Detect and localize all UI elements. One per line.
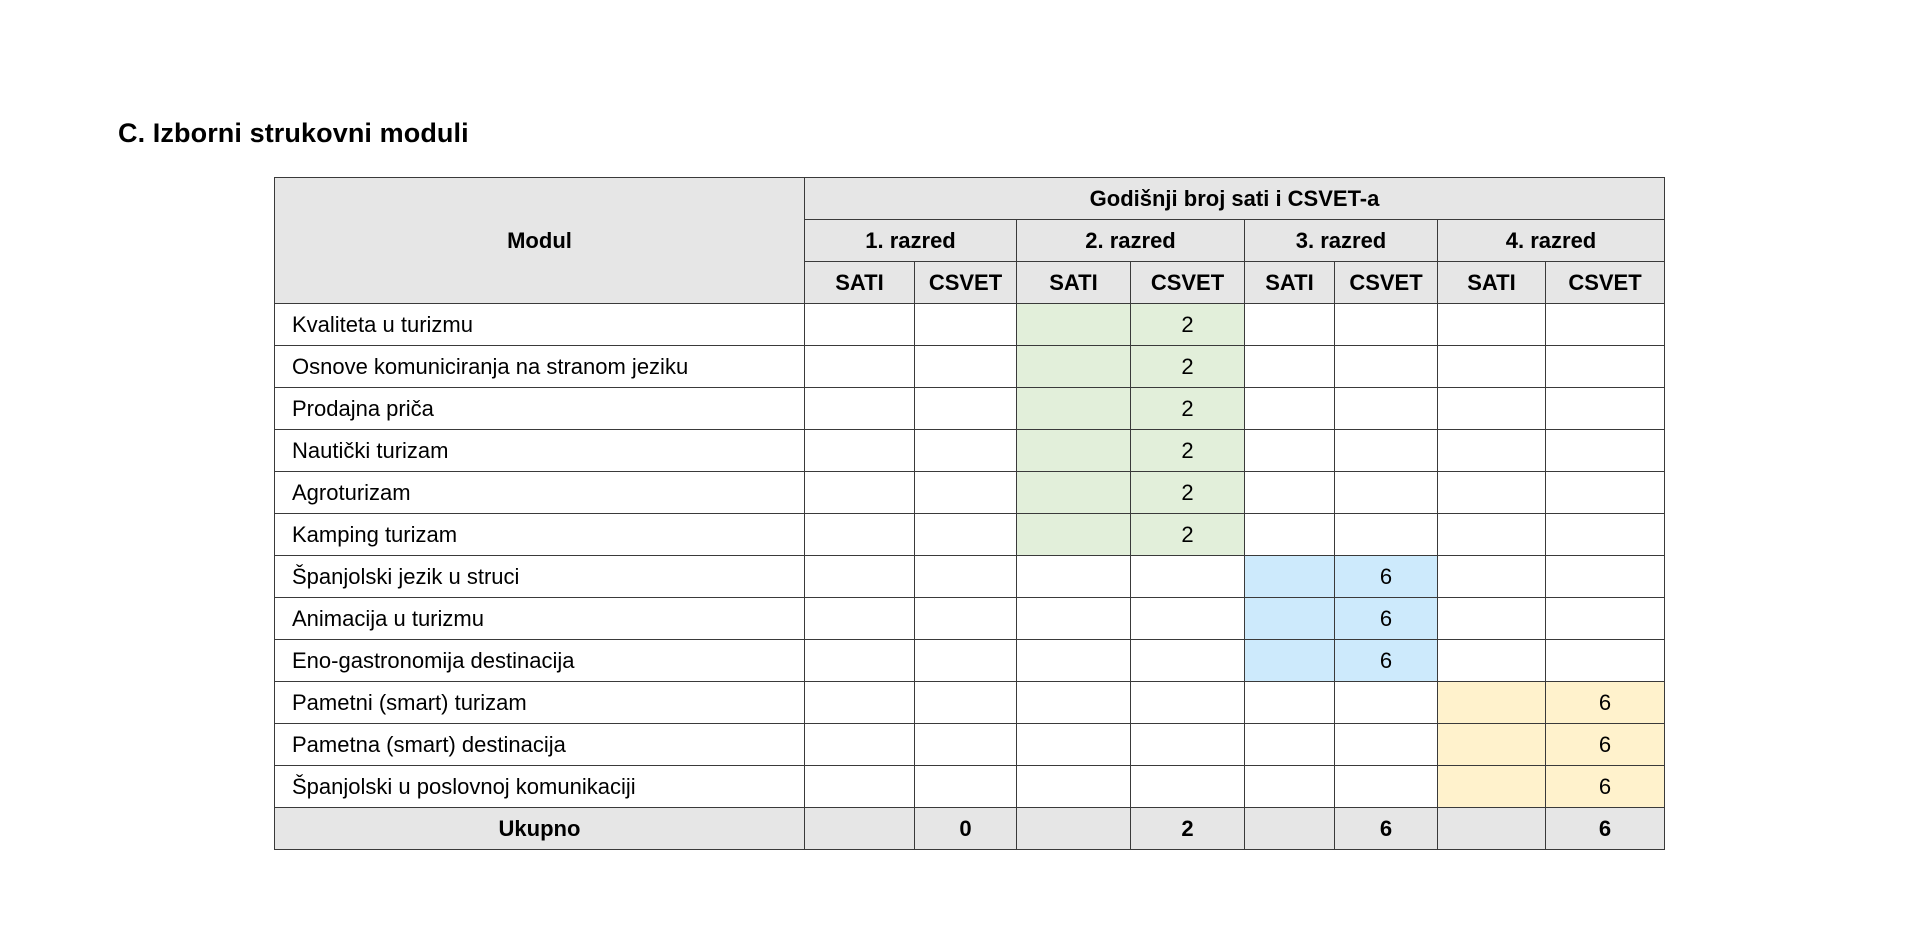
value-cell: [805, 430, 915, 472]
value-cell: [1438, 514, 1546, 556]
sati-header: SATI: [1017, 262, 1131, 304]
value-cell: [805, 514, 915, 556]
value-cell: [915, 388, 1017, 430]
value-cell: [1017, 640, 1131, 682]
value-cell: [1017, 346, 1131, 388]
value-cell: [1017, 724, 1131, 766]
table-row: [275, 598, 1665, 640]
total-label: Ukupno: [275, 808, 805, 850]
value-cell: [805, 388, 915, 430]
value-cell: [1335, 514, 1438, 556]
csvet-header: CSVET: [1131, 262, 1245, 304]
total-cell: [805, 808, 915, 850]
value-cell: 6: [1546, 724, 1665, 766]
grade-header-4: 4. razred: [1438, 220, 1665, 262]
sati-header: SATI: [1245, 262, 1335, 304]
value-cell: [1546, 388, 1665, 430]
value-cell: [1131, 556, 1245, 598]
value-cell: [1335, 682, 1438, 724]
value-cell: [915, 598, 1017, 640]
value-cell: [1017, 430, 1131, 472]
value-cell: [1017, 766, 1131, 808]
module-name: Animacija u turizmu: [275, 598, 805, 640]
total-cell: 0: [915, 808, 1017, 850]
value-cell: [1245, 724, 1335, 766]
value-cell: [1245, 430, 1335, 472]
sati-header: SATI: [1438, 262, 1546, 304]
sati-header: SATI: [805, 262, 915, 304]
value-cell: [1546, 556, 1665, 598]
grade-header-1: 1. razred: [805, 220, 1017, 262]
value-cell: [805, 724, 915, 766]
value-cell: [915, 724, 1017, 766]
module-name: Španjolski u poslovnoj komunikaciji: [275, 766, 805, 808]
table-row: [275, 766, 1665, 808]
value-cell: [1245, 514, 1335, 556]
total-cell: [1438, 808, 1546, 850]
table-row: [275, 640, 1665, 682]
value-cell: [805, 304, 915, 346]
value-cell: [1438, 556, 1546, 598]
value-cell: [915, 430, 1017, 472]
module-name: Agroturizam: [275, 472, 805, 514]
value-cell: 6: [1335, 556, 1438, 598]
total-cell: [1245, 808, 1335, 850]
csvet-header: CSVET: [915, 262, 1017, 304]
value-cell: [1017, 304, 1131, 346]
value-cell: [1017, 472, 1131, 514]
value-cell: [1335, 304, 1438, 346]
value-cell: [805, 556, 915, 598]
total-cell: [1017, 808, 1131, 850]
table-row: [275, 682, 1665, 724]
value-cell: [1438, 682, 1546, 724]
table-row: [275, 346, 1665, 388]
value-cell: [915, 556, 1017, 598]
total-cell: 6: [1546, 808, 1665, 850]
value-cell: [915, 682, 1017, 724]
value-cell: [1245, 556, 1335, 598]
value-cell: [1438, 766, 1546, 808]
value-cell: [1335, 766, 1438, 808]
value-cell: [1017, 682, 1131, 724]
value-cell: [1245, 640, 1335, 682]
module-name: Kvaliteta u turizmu: [275, 304, 805, 346]
value-cell: [915, 640, 1017, 682]
value-cell: [1245, 304, 1335, 346]
value-cell: 6: [1335, 598, 1438, 640]
value-cell: [1546, 514, 1665, 556]
module-name: Eno-gastronomija destinacija: [275, 640, 805, 682]
table-row: [275, 472, 1665, 514]
value-cell: [1245, 388, 1335, 430]
modules-table: [274, 177, 1665, 850]
value-cell: [1335, 346, 1438, 388]
value-cell: 2: [1131, 430, 1245, 472]
value-cell: [1131, 766, 1245, 808]
value-cell: [1546, 346, 1665, 388]
grade-header-3: 3. razred: [1245, 220, 1438, 262]
value-cell: [1438, 472, 1546, 514]
value-cell: [915, 346, 1017, 388]
value-cell: [1245, 598, 1335, 640]
value-cell: [805, 346, 915, 388]
value-cell: [1131, 724, 1245, 766]
value-cell: 6: [1546, 682, 1665, 724]
value-cell: 2: [1131, 388, 1245, 430]
csvet-header: CSVET: [1546, 262, 1665, 304]
table-row: [275, 304, 1665, 346]
table-row: [275, 556, 1665, 598]
module-name: Nautički turizam: [275, 430, 805, 472]
value-cell: [805, 598, 915, 640]
value-cell: [1438, 388, 1546, 430]
value-cell: [1546, 472, 1665, 514]
total-cell: 2: [1131, 808, 1245, 850]
module-name: Pametna (smart) destinacija: [275, 724, 805, 766]
value-cell: 6: [1335, 640, 1438, 682]
value-cell: 2: [1131, 304, 1245, 346]
value-cell: [1335, 430, 1438, 472]
table-row: [275, 388, 1665, 430]
value-cell: [1245, 472, 1335, 514]
value-cell: [1335, 472, 1438, 514]
value-cell: [1131, 598, 1245, 640]
csvet-header: CSVET: [1335, 262, 1438, 304]
value-cell: [915, 472, 1017, 514]
value-cell: [1245, 682, 1335, 724]
value-cell: [1131, 682, 1245, 724]
value-cell: [1438, 598, 1546, 640]
header-row-group: [275, 178, 1665, 220]
value-cell: [805, 640, 915, 682]
value-cell: 6: [1546, 766, 1665, 808]
value-cell: [1438, 640, 1546, 682]
value-cell: [1546, 640, 1665, 682]
table-row: [275, 514, 1665, 556]
value-cell: [1546, 304, 1665, 346]
module-name: Kamping turizam: [275, 514, 805, 556]
value-cell: [1017, 598, 1131, 640]
value-cell: [1017, 388, 1131, 430]
value-cell: [1438, 724, 1546, 766]
value-cell: [805, 472, 915, 514]
value-cell: [1438, 346, 1546, 388]
group-header: Godišnji broj sati i CSVET-a: [805, 178, 1665, 220]
value-cell: [915, 304, 1017, 346]
value-cell: [805, 682, 915, 724]
value-cell: 2: [1131, 346, 1245, 388]
module-name: Španjolski jezik u struci: [275, 556, 805, 598]
modul-header: Modul: [275, 178, 805, 304]
total-row: [275, 808, 1665, 850]
grade-header-2: 2. razred: [1017, 220, 1245, 262]
module-name: Osnove komuniciranja na stranom jeziku: [275, 346, 805, 388]
total-cell: 6: [1335, 808, 1438, 850]
module-name: Pametni (smart) turizam: [275, 682, 805, 724]
value-cell: [805, 766, 915, 808]
value-cell: [1546, 430, 1665, 472]
value-cell: [1335, 724, 1438, 766]
value-cell: [1245, 346, 1335, 388]
section-title: C. Izborni strukovni moduli: [118, 118, 469, 148]
value-cell: 2: [1131, 472, 1245, 514]
table-row: [275, 430, 1665, 472]
table-row: [275, 724, 1665, 766]
value-cell: 2: [1131, 514, 1245, 556]
value-cell: [1017, 556, 1131, 598]
value-cell: [1017, 514, 1131, 556]
value-cell: [1546, 598, 1665, 640]
value-cell: [1245, 766, 1335, 808]
value-cell: [915, 766, 1017, 808]
value-cell: [1131, 640, 1245, 682]
value-cell: [1438, 430, 1546, 472]
value-cell: [1335, 388, 1438, 430]
value-cell: [915, 514, 1017, 556]
module-name: Prodajna priča: [275, 388, 805, 430]
value-cell: [1438, 304, 1546, 346]
